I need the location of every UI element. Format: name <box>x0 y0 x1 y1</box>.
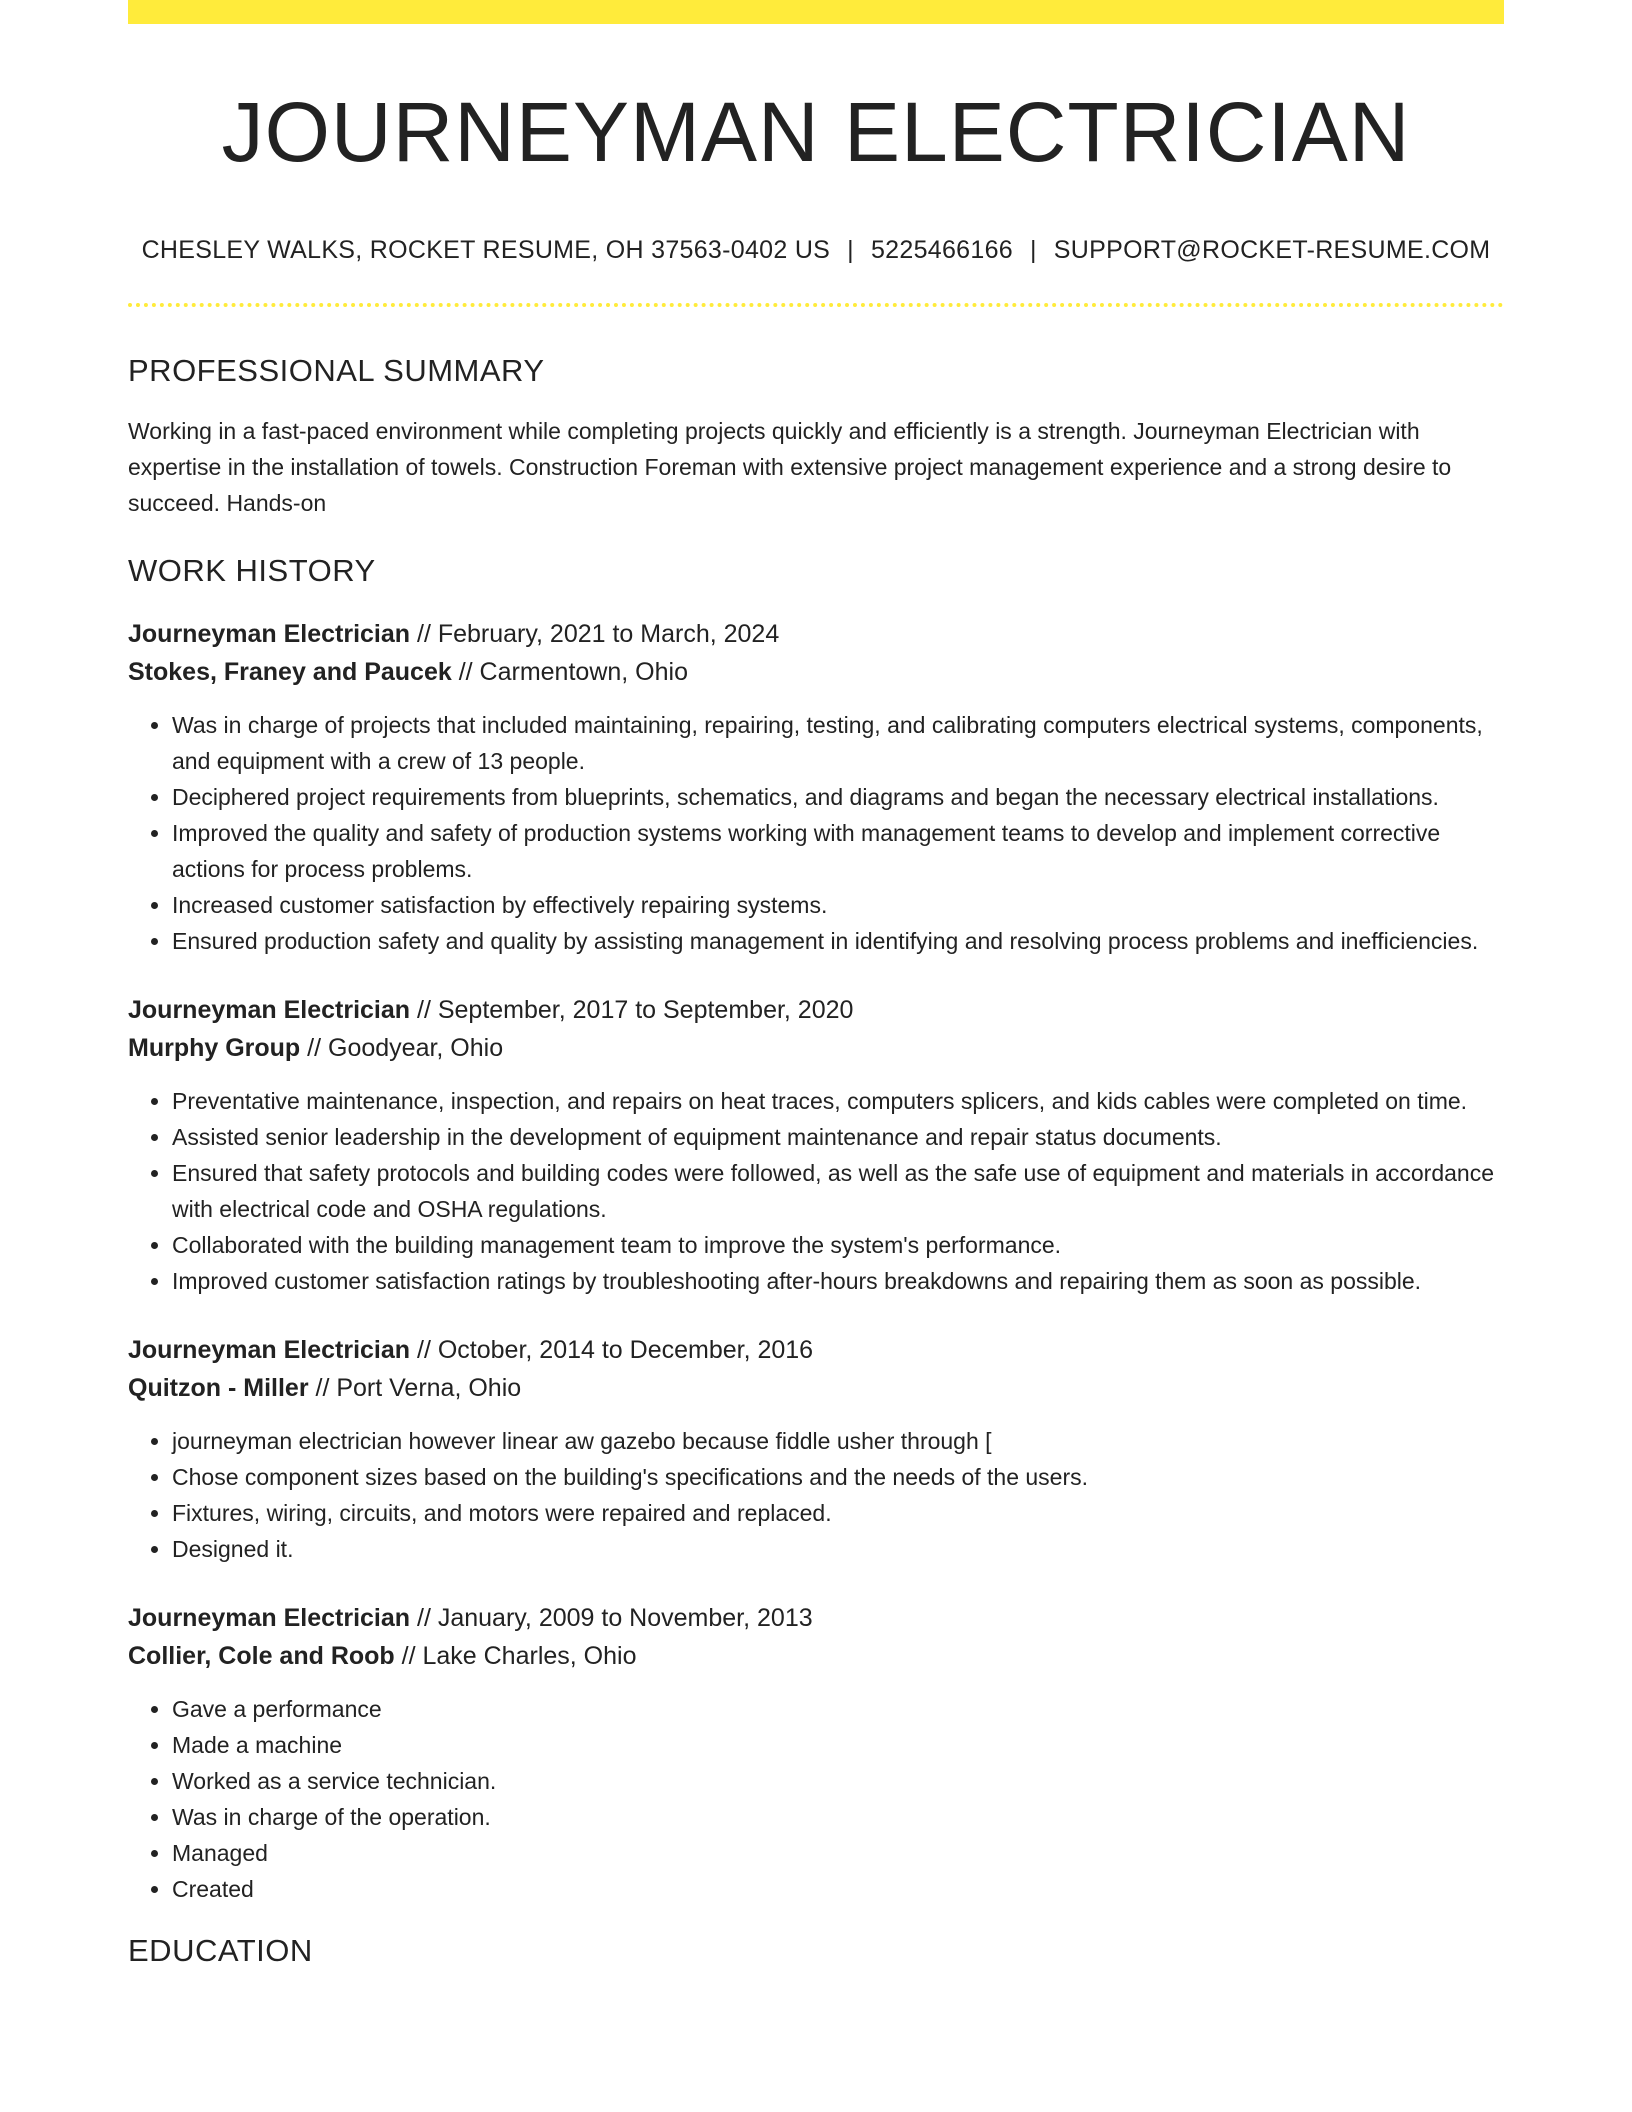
list-item: • Ensured production safety and quality by assisting management in identifying and resolving process problems and inefficiencies. <box>172 923 1504 959</box>
job-title: Journeyman Electrician <box>128 996 411 1025</box>
job-company-line <box>128 1369 1504 1407</box>
job-dates: // January, 2009 to November, 2013 <box>410 1604 813 1633</box>
job-dates: // February, 2021 to March, 2024 <box>410 620 780 649</box>
job-duties-list <box>128 1083 1504 1299</box>
list-item: • Was in charge of projects that included maintaining, repairing, testing, and calibrating computers electrical systems, components, and equipment with a crew of 13 people. <box>172 707 1504 779</box>
summary-text: Working in a fast-paced environment while completing projects quickly and efficiently is a strength. Journeyman Electrician with expertise in the installation of towels. Construction Foreman with extensive project management experience and a strong desire to succeed. Hands-on <box>128 418 1452 517</box>
job-company: Quitzon - Miller <box>128 1374 309 1403</box>
contact-separator: | <box>847 236 854 265</box>
job-dates: // September, 2017 to September, 2020 <box>410 996 854 1025</box>
list-item: • Increased customer satisfaction by effectively repairing systems. <box>172 887 1504 923</box>
job-company: Stokes, Franey and Paucek <box>128 658 452 687</box>
list-item: • Ensured that safety protocols and building codes were followed, as well as the safe use of equipment and materials in accordance with electrical code and OSHA regulations. <box>172 1155 1504 1227</box>
list-item: • Chose component sizes based on the building's specifications and the needs of the users. <box>172 1459 1504 1495</box>
list-item: • Improved customer satisfaction ratings by troubleshooting after-hours breakdowns and repairing them as soon as possible. <box>172 1263 1504 1299</box>
accent-top-bar <box>128 0 1504 24</box>
list-item: • Deciphered project requirements from blueprints, schematics, and diagrams and began the necessary electrical installations. <box>172 779 1504 815</box>
section-title-summary: PROFESSIONAL SUMMARY <box>128 353 545 389</box>
section-title-education: EDUCATION <box>128 1933 313 1969</box>
section-title-work-history: WORK HISTORY <box>128 553 376 589</box>
job-entry <box>128 615 1504 959</box>
list-item: • Collaborated with the building management team to improve the system's performance. <box>172 1227 1504 1263</box>
job-company: Murphy Group <box>128 1034 301 1063</box>
job-location: // Lake Charles, Ohio <box>394 1642 637 1671</box>
job-title-line <box>128 1599 1504 1637</box>
job-duties-list <box>128 1423 1504 1567</box>
job-company: Collier, Cole and Roob <box>128 1642 395 1671</box>
job-title: Journeyman Electrician <box>128 1604 411 1633</box>
list-item: • Gave a performance <box>172 1691 1504 1727</box>
contact-phone: 5225466166 <box>870 236 1013 265</box>
job-location: // Port Verna, Ohio <box>308 1374 522 1403</box>
list-item: • Was in charge of the operation. <box>172 1799 1504 1835</box>
job-entry <box>128 1599 1504 1907</box>
list-item: • journeyman electrician however linear aw gazebo because fiddle usher through [ <box>172 1423 1504 1459</box>
job-company-line <box>128 653 1504 691</box>
job-duties-list <box>128 1691 1504 1907</box>
list-item: • Worked as a service technician. <box>172 1763 1504 1799</box>
job-entry <box>128 991 1504 1299</box>
job-dates: // October, 2014 to December, 2016 <box>410 1336 814 1365</box>
job-title-line <box>128 615 1504 653</box>
job-location: // Goodyear, Ohio <box>300 1034 504 1063</box>
job-title-line <box>128 1331 1504 1369</box>
list-item: • Preventative maintenance, inspection, and repairs on heat traces, computers splicers, and kids cables were completed on time. <box>172 1083 1504 1119</box>
job-location: // Carmentown, Ohio <box>451 658 688 687</box>
job-entry <box>128 1331 1504 1567</box>
work-history-list <box>128 615 1504 1907</box>
list-item: • Assisted senior leadership in the development of equipment maintenance and repair status documents. <box>172 1119 1504 1155</box>
job-company-line <box>128 1637 1504 1675</box>
job-title-line <box>128 991 1504 1029</box>
list-item: • Designed it. <box>172 1531 1504 1567</box>
job-title: Journeyman Electrician <box>128 620 411 649</box>
job-title: Journeyman Electrician <box>128 1336 411 1365</box>
job-duties-list <box>128 707 1504 959</box>
list-item: • Fixtures, wiring, circuits, and motors were repaired and replaced. <box>172 1495 1504 1531</box>
resume-name-title: JOURNEYMAN ELECTRICIAN <box>221 85 1411 179</box>
contact-email: SUPPORT@ROCKET-RESUME.COM <box>1053 236 1491 265</box>
list-item: • Improved the quality and safety of production systems working with management teams to develop and implement corrective actions for process problems. <box>172 815 1504 887</box>
contact-line <box>128 236 1504 265</box>
resume-page <box>128 0 1504 1969</box>
list-item: • Managed <box>172 1835 1504 1871</box>
dotted-divider <box>128 303 1504 307</box>
contact-address: CHESLEY WALKS, ROCKET RESUME, OH 37563-0402 US <box>141 236 831 265</box>
list-item: • Made a machine <box>172 1727 1504 1763</box>
contact-separator: | <box>1030 236 1037 265</box>
job-company-line <box>128 1029 1504 1067</box>
list-item: • Created <box>172 1871 1504 1907</box>
